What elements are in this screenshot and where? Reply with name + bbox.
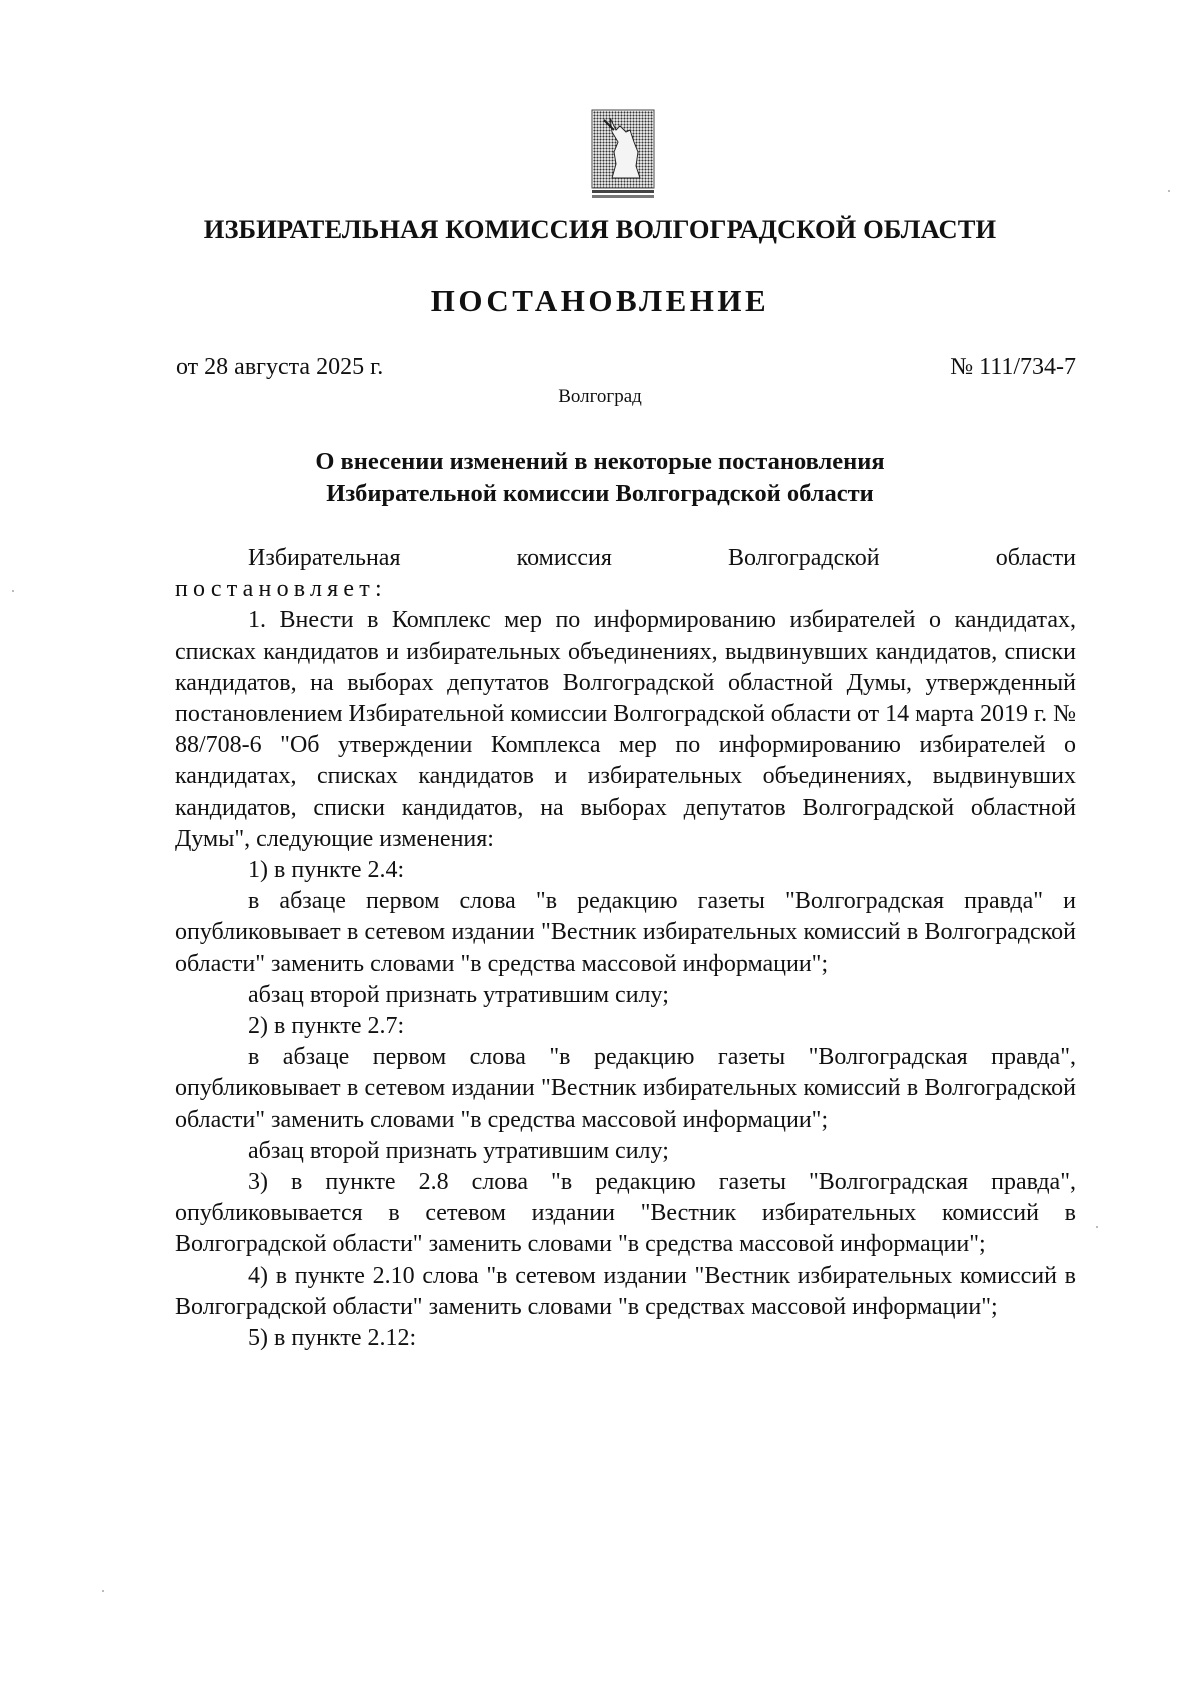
document-date: от 28 августа 2025 г. [176,354,384,380]
preamble-word-1: Избирательная [248,545,401,571]
paragraph-4: абзац второй признать утратившим силу; [248,981,669,1008]
preamble-word-2: комиссия [516,545,612,571]
document-city: Волгоград [558,386,642,407]
paragraph-2: 1) в пункте 2.4: [248,857,405,884]
paragraph-10: 5) в пункте 2.12: [248,1325,417,1352]
paragraph-9: 4) в пункте 2.10 слова "в сетевом издании "Вестник избирательных комиссий в Волгоградской области" заменить словами "в средствах массовой информации"; [175,1262,1076,1320]
scan-artifact [1168,190,1170,192]
scan-artifact [1096,1226,1098,1228]
paragraph-3: в абзаце первом слова "в редакцию газеты "Волгоградская правда" и опубликовывает в сетевом издании "Вестник избирательных комиссий в Волгоградской области" заменить словами "в средства массовой информации"; [175,888,1076,977]
document-type: ПОСТАНОВЛЕНИЕ [430,283,770,318]
paragraph-1: 1. Внести в Комплекс мер по информированию избирателей о кандидатах, списках кандидатов и избирательных объединениях, выдвинувших кандидатов, списки кандидатов, на выборах депутатов Волгоградской областной Думы, утвержденный постановлением Избирательной комиссии Волгоградской области от 14 марта 2019 г. № 88/708-6 "Об утверждении Комплекса мер по информированию избирателей о кандидатах, списках кандидатов и избирательных объединениях, выдвинувших кандидатов, списки кандидатов, на выборах депутатов Волгоградской областной Думы", следующие изменения: [175,607,1076,852]
paragraph-8: 3) в пункте 2.8 слова "в редакцию газеты "Волгоградская правда", опубликовывается в сетевом издании "Вестник избирательных комиссий в Волгоградской области" заменить словами "в средства массовой информации"; [175,1169,1076,1258]
document-subject [0,446,1200,510]
subject-line-2: Избирательной комиссии Волгоградской области [326,480,874,507]
preamble-action: постановляет: [175,576,387,603]
preamble-word-3: Волгоградской [728,545,880,571]
scan-artifact [102,1590,104,1592]
document-number: № 111/734-7 [950,354,1076,380]
preamble-line [175,543,1076,574]
document-body [175,543,1076,1354]
preamble-word-4: области [995,545,1076,571]
volgograd-emblem-icon [590,108,656,200]
organization-title: ИЗБИРАТЕЛЬНАЯ КОМИССИЯ ВОЛГОГРАДСКОЙ ОБЛАСТИ [203,214,997,244]
paragraph-5: 2) в пункте 2.7: [248,1013,405,1040]
scan-artifact [12,590,14,592]
paragraph-7: абзац второй признать утратившим силу; [248,1137,669,1164]
subject-line-1: О внесении изменений в некоторые постановления [315,448,885,475]
paragraph-6: в абзаце первом слова "в редакцию газеты "Волгоградская правда", опубликовывает в сетевом издании "Вестник избирательных комиссий в Волгоградской области" заменить словами "в средства массовой информации"; [175,1044,1076,1133]
